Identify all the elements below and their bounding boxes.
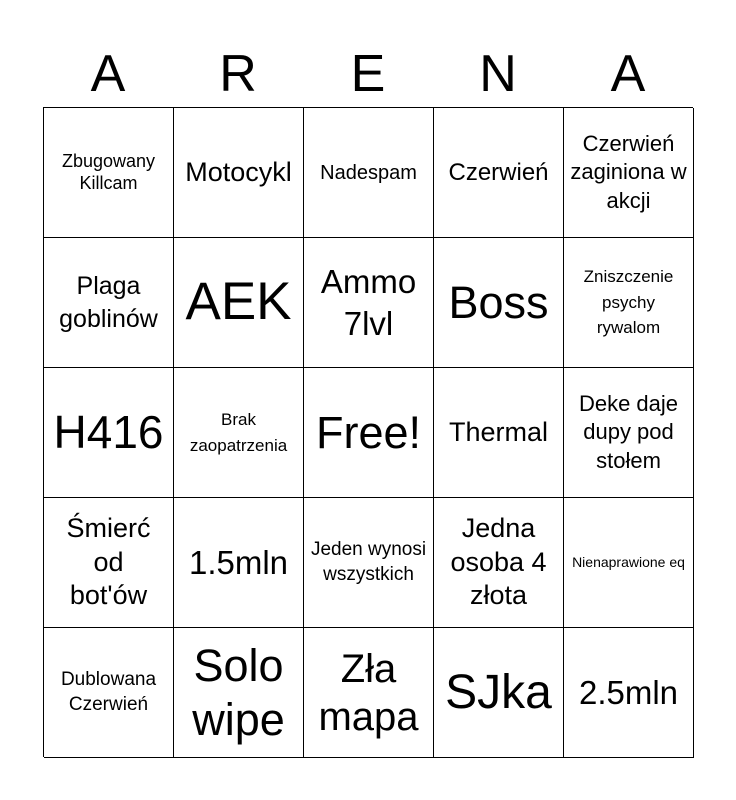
bingo-cell[interactable] xyxy=(434,628,564,758)
bingo-cell-text: Motocykl xyxy=(185,156,292,187)
bingo-cell-text: H416 xyxy=(53,405,164,458)
bingo-cell-text: Zniszczenie psychy rywalom xyxy=(583,267,674,338)
bingo-cell-text: Jedna osoba 4 złota xyxy=(450,512,547,611)
bingo-cell-text: Ammo 7lvl xyxy=(320,263,417,342)
bingo-cell-text: SJka xyxy=(445,665,552,719)
bingo-cell[interactable] xyxy=(304,108,434,238)
bingo-cell[interactable] xyxy=(434,498,564,628)
bingo-cell[interactable] xyxy=(564,368,694,498)
bingo-cell[interactable] xyxy=(434,368,564,498)
header-letter: A xyxy=(610,45,646,103)
bingo-cell-text: Deke daje dupy pod stołem xyxy=(578,390,679,473)
bingo-cell-text: Thermal xyxy=(448,416,549,447)
bingo-cell-text: 2.5mln xyxy=(578,673,679,711)
bingo-cell[interactable] xyxy=(44,108,174,238)
header-letter: R xyxy=(219,45,257,103)
bingo-cell-text: Jeden wynosi wszystkich xyxy=(310,538,427,585)
bingo-cell-text: Solo wipe xyxy=(192,639,285,745)
bingo-cell[interactable] xyxy=(564,498,694,628)
bingo-cell-text: Dublowana Czerwień xyxy=(60,668,157,715)
bingo-cell-text: Czerwień zaginiona w akcji xyxy=(570,130,687,213)
bingo-cell-text: Zła mapa xyxy=(318,646,419,739)
bingo-cell-text: Zbugowany Killcam xyxy=(61,150,156,193)
header-letter: A xyxy=(90,45,126,103)
bingo-cell-text: Boss xyxy=(448,276,549,328)
bingo-cell-text: Nadespam xyxy=(320,161,417,184)
bingo-cell-text: Brak zaopatrzenia xyxy=(189,410,288,455)
bingo-cell-text: Plaga goblinów xyxy=(59,272,158,333)
bingo-cell[interactable] xyxy=(44,368,174,498)
bingo-cell[interactable] xyxy=(304,498,434,628)
bingo-cell[interactable] xyxy=(174,108,304,238)
bingo-cell[interactable] xyxy=(174,238,304,368)
bingo-cell[interactable] xyxy=(434,238,564,368)
bingo-cell-text: Śmierć od bot'ów xyxy=(66,512,151,611)
bingo-cell-text: Free! xyxy=(315,406,422,458)
bingo-cell[interactable] xyxy=(44,498,174,628)
bingo-cell[interactable] xyxy=(434,108,564,238)
bingo-cell[interactable] xyxy=(44,238,174,368)
bingo-cell[interactable] xyxy=(564,108,694,238)
bingo-cell[interactable] xyxy=(174,368,304,498)
bingo-cell[interactable] xyxy=(304,368,434,498)
bingo-cell[interactable] xyxy=(44,628,174,758)
header-letter: N xyxy=(479,45,517,103)
bingo-board xyxy=(43,107,693,757)
bingo-cell[interactable] xyxy=(174,628,304,758)
bingo-cell-text: 1.5mln xyxy=(188,543,289,581)
bingo-cell[interactable] xyxy=(304,238,434,368)
header-letter: E xyxy=(350,45,386,103)
bingo-cell-text: AEK xyxy=(185,272,292,332)
bingo-header xyxy=(43,40,693,108)
bingo-cell[interactable] xyxy=(304,628,434,758)
bingo-cell-text: Nienaprawione eq xyxy=(572,554,685,570)
bingo-cell[interactable] xyxy=(564,628,694,758)
bingo-cell[interactable] xyxy=(564,238,694,368)
bingo-cell-text: Czerwień xyxy=(448,158,549,186)
bingo-cell[interactable] xyxy=(174,498,304,628)
